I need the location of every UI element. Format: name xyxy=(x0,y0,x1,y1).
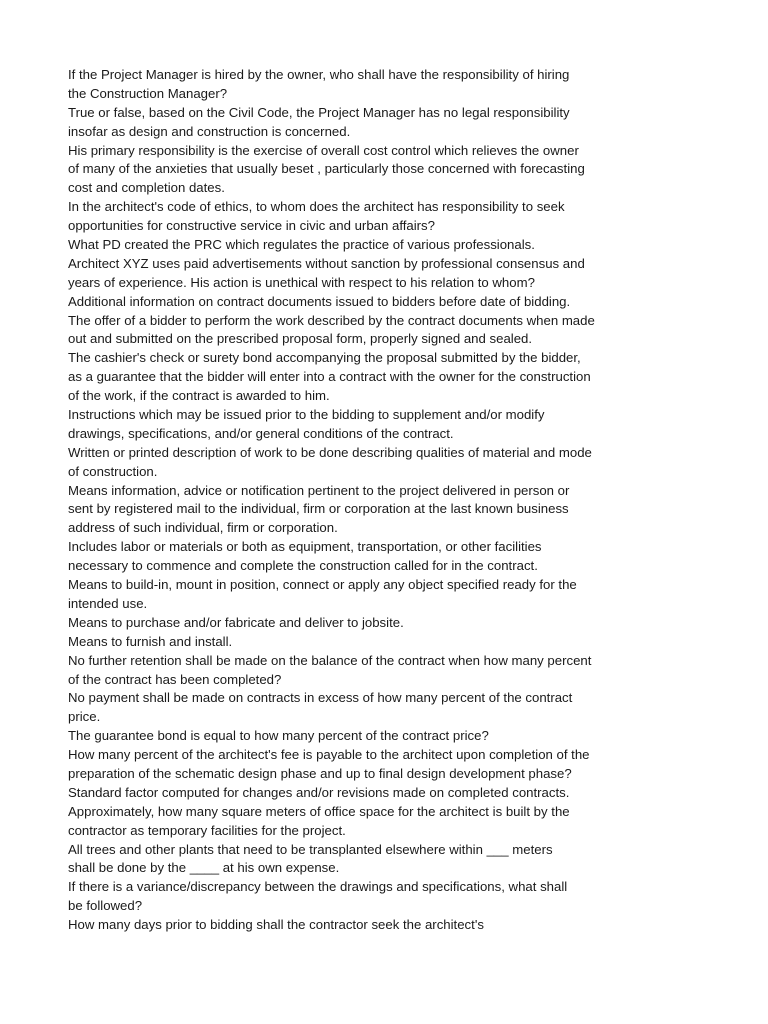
text-line: address of such individual, firm or corporation. xyxy=(68,520,338,536)
text-line: Written or printed description of work to be done describing qualities of material and mode xyxy=(68,444,592,460)
text-line: Instructions which may be issued prior to the bidding to supplement and/or modify xyxy=(68,407,545,423)
text-line: In the architect's code of ethics, to whom does the architect has responsibility to seek xyxy=(68,199,565,215)
text-line: of the contract has been completed? xyxy=(68,671,282,687)
text-line: cost and completion dates. xyxy=(68,180,225,196)
text-line: of construction. xyxy=(68,463,158,479)
text-line: necessary to commence and complete the construction called for in the contract. xyxy=(68,558,538,574)
document-text xyxy=(68,66,708,935)
text-line: The guarantee bond is equal to how many percent of the contract price? xyxy=(68,728,489,744)
text-line: Means to purchase and/or fabricate and deliver to jobsite. xyxy=(68,614,404,630)
text-line: as a guarantee that the bidder will enter into a contract with the owner for the construction xyxy=(68,369,591,385)
text-line: opportunities for constructive service in civic and urban affairs? xyxy=(68,218,435,234)
text-line: The offer of a bidder to perform the work described by the contract documents when made xyxy=(68,312,595,328)
text-line: be followed? xyxy=(68,898,143,914)
text-line: out and submitted on the prescribed proposal form, properly signed and sealed. xyxy=(68,331,533,347)
text-line: If there is a variance/discrepancy between the drawings and specifications, what shall xyxy=(68,879,568,895)
text-line: Means to build-in, mount in position, connect or apply any object specified ready for the xyxy=(68,577,577,593)
text-line: contractor as temporary facilities for the project. xyxy=(68,822,346,838)
text-line: insofar as design and construction is concerned. xyxy=(68,123,351,139)
text-line: True or false, based on the Civil Code, the Project Manager has no legal responsibility xyxy=(68,104,570,120)
text-line: Approximately, how many square meters of office space for the architect is built by the xyxy=(68,803,570,819)
text-line: How many days prior to bidding shall the contractor seek the architect's xyxy=(68,917,484,933)
text-line: The cashier's check or surety bond accompanying the proposal submitted by the bidder, xyxy=(68,350,581,366)
text-line: price. xyxy=(68,709,101,725)
text-line: All trees and other plants that need to be transplanted elsewhere within ___ meters xyxy=(68,841,553,857)
text-line: What PD created the PRC which regulates the practice of various professionals. xyxy=(68,237,535,253)
text-line: Means information, advice or notification pertinent to the project delivered in person or xyxy=(68,482,570,498)
text-line: intended use. xyxy=(68,595,148,611)
text-line: preparation of the schematic design phase and up to final design development phase? xyxy=(68,765,572,781)
text-line: years of experience. His action is unethical with respect to his relation to whom? xyxy=(68,274,535,290)
text-line: the Construction Manager? xyxy=(68,85,228,101)
text-line: Means to furnish and install. xyxy=(68,633,233,649)
text-line: His primary responsibility is the exercise of overall cost control which relieves the owner xyxy=(68,142,579,158)
text-line: Standard factor computed for changes and/or revisions made on completed contracts. xyxy=(68,784,570,800)
text-line: of the work, if the contract is awarded to him. xyxy=(68,388,330,404)
text-line: No payment shall be made on contracts in excess of how many percent of the contract xyxy=(68,690,573,706)
text-line: of many of the anxieties that usually beset , particularly those concerned with forecasting xyxy=(68,161,585,177)
text-line: drawings, specifications, and/or general conditions of the contract. xyxy=(68,425,454,441)
text-line: shall be done by the ____ at his own expense. xyxy=(68,860,340,876)
text-line: sent by registered mail to the individual, firm or corporation at the last known business xyxy=(68,501,569,517)
text-line: Includes labor or materials or both as equipment, transportation, or other facilities xyxy=(68,539,542,555)
text-line: Additional information on contract documents issued to bidders before date of bidding. xyxy=(68,293,571,309)
text-line: No further retention shall be made on the balance of the contract when how many percent xyxy=(68,652,592,668)
text-line: If the Project Manager is hired by the owner, who shall have the responsibility of hiring xyxy=(68,67,570,82)
text-line: How many percent of the architect's fee is payable to the architect upon completion of the xyxy=(68,747,590,763)
text-line: Architect XYZ uses paid advertisements without sanction by professional consensus and xyxy=(68,255,585,271)
